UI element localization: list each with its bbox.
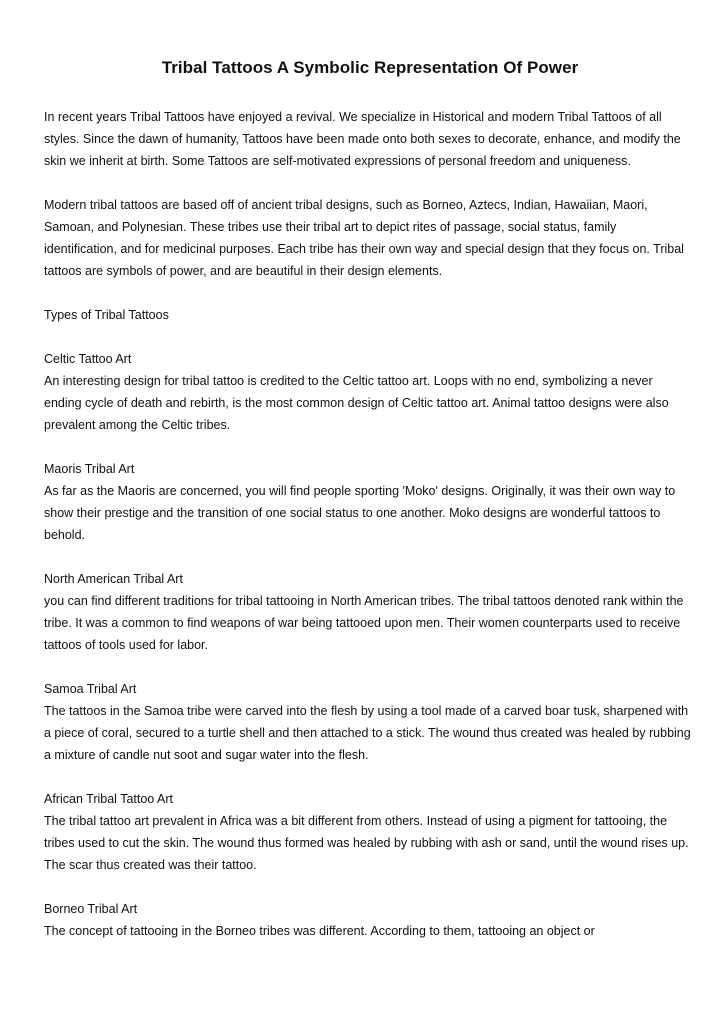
section-body: As far as the Maoris are concerned, you will find people sporting 'Moko' designs. Originally, it was their own way to show their prestige and the transition of one social status to one another. Moko designs are wonderful tattoos to behold. bbox=[44, 484, 676, 542]
section-heading: Celtic Tattoo Art bbox=[44, 352, 132, 366]
section-heading: Maoris Tribal Art bbox=[44, 462, 135, 476]
section-body: The concept of tattooing in the Borneo tribes was different. According to them, tattooing an object or bbox=[44, 924, 595, 938]
document-title: Tribal Tattoos A Symbolic Representation Of Power bbox=[161, 58, 579, 77]
section-african bbox=[44, 788, 692, 876]
document-content bbox=[44, 106, 692, 942]
section-north-american bbox=[44, 568, 692, 656]
section-body: The tribal tattoo art prevalent in Africa was a bit different from others. Instead of using a pigment for tattooing, the tribes used to cut the skin. The wound thus formed was healed by rubbing with ash or sand, until the wound rises up. The scar thus created was their tattoo. bbox=[44, 814, 689, 872]
section-heading: Borneo Tribal Art bbox=[44, 902, 138, 916]
section-borneo bbox=[44, 898, 692, 942]
document-page bbox=[44, 56, 692, 964]
section-body: you can find different traditions for tribal tattooing in North American tribes. The tribal tattoos denoted rank within the tribe. It was a common to find weapons of war being tattooed upon men. Their women counterparts used to receive tattoos of tools used for labor. bbox=[44, 594, 684, 652]
intro-paragraph: In recent years Tribal Tattoos have enjoyed a revival. We specialize in Historical and modern Tribal Tattoos of all styles. Since the dawn of humanity, Tattoos have been made onto both sexes to decorate, enhance, and modify the skin we inherit at birth. Some Tattoos are self-motivated expressions of personal freedom and uniqueness. bbox=[44, 110, 681, 168]
section-maoris bbox=[44, 458, 692, 546]
section-heading: African Tribal Tattoo Art bbox=[44, 792, 173, 806]
intro-paragraph: Modern tribal tattoos are based off of ancient tribal designs, such as Borneo, Aztecs, Indian, Hawaiian, Maori, Samoan, and Polynesian. These tribes use their tribal art to depict rites of passage, social status, family identification, and for medicinal purposes. Each tribe has their own way and special design that they focus on. Tribal tattoos are symbols of power, and are beautiful in their design elements. bbox=[44, 198, 684, 278]
types-heading: Types of Tribal Tattoos bbox=[44, 308, 169, 322]
section-body: An interesting design for tribal tattoo is credited to the Celtic tattoo art. Loops with no end, symbolizing a never ending cycle of death and rebirth, is the most common design of Celtic tattoo art. Animal tattoo designs were also prevalent among the Celtic tribes. bbox=[44, 374, 669, 432]
section-heading: North American Tribal Art bbox=[44, 572, 183, 586]
section-samoa bbox=[44, 678, 692, 766]
section-heading: Samoa Tribal Art bbox=[44, 682, 137, 696]
section-body: The tattoos in the Samoa tribe were carved into the flesh by using a tool made of a carved boar tusk, sharpened with a piece of coral, secured to a turtle shell and then attached to a stick. The wound thus created was healed by rubbing a mixture of candle nut soot and sugar water into the flesh. bbox=[44, 704, 691, 762]
section-celtic bbox=[44, 348, 692, 436]
